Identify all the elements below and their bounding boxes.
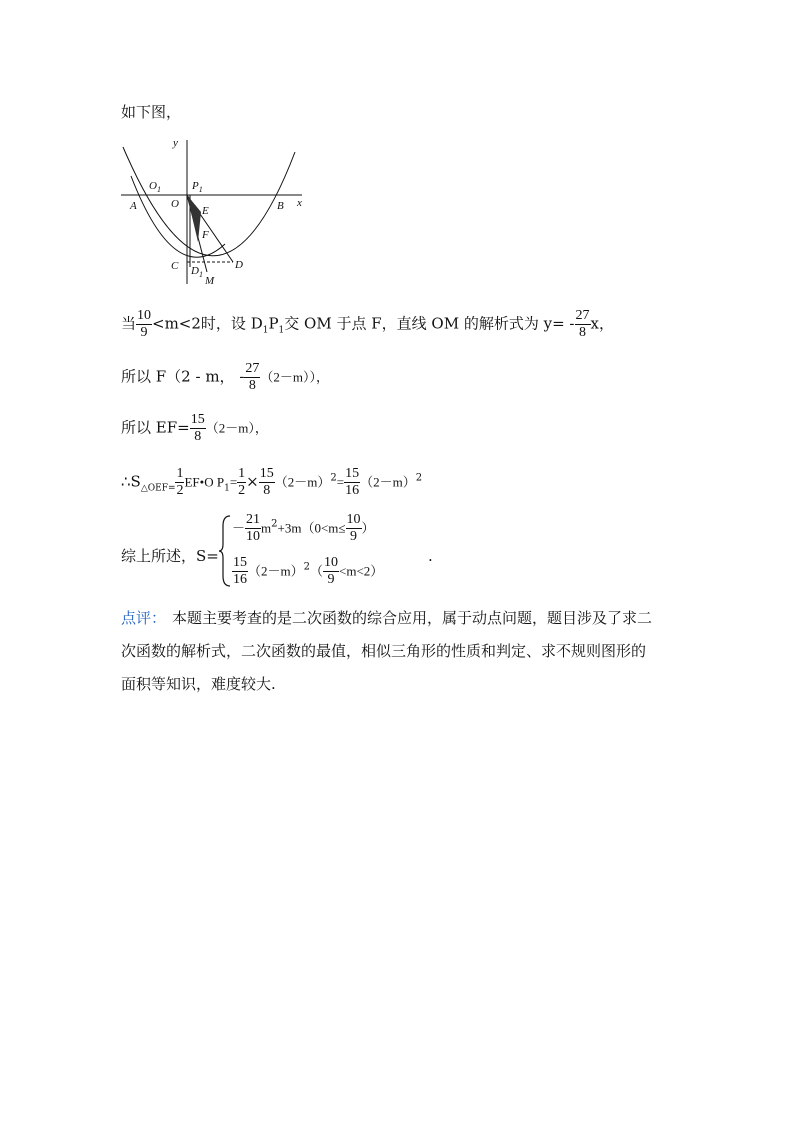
- label-a: A: [130, 200, 137, 212]
- ef-line: 所以 EF= $\frac{15}{8}$ （2－m），: [121, 412, 268, 444]
- label-c: C: [171, 260, 179, 272]
- summary-label: 综上所述，S=: [121, 547, 219, 565]
- fraction-15-8-b: $\frac{15}{8}$: [259, 466, 274, 498]
- label-y: y: [173, 137, 178, 149]
- fraction-10-9-c: $\frac{10}{9}$: [324, 555, 339, 587]
- fraction-15-16: $\frac{15}{16}$: [345, 466, 360, 498]
- label-e: E: [202, 205, 209, 217]
- review-line-3: 面积等知识，难度较大.: [121, 675, 276, 693]
- fraction-15-16-b: $\frac{15}{16}$: [233, 555, 247, 587]
- label-f: F: [202, 229, 209, 241]
- shifted-parabola-curve: [131, 176, 225, 257]
- intro-text: 如下图，: [121, 103, 182, 121]
- label-d: D: [235, 259, 243, 271]
- label-d1: $D_1$: [191, 265, 203, 279]
- line1-post: 交 OM 于点 F，直线 OM 的解析式为 y= -: [284, 314, 575, 333]
- parabola-curve: [123, 147, 295, 256]
- fraction-27-8-b: $\frac{27}{8}$: [245, 361, 260, 393]
- fraction-27-8: $\frac{27}{8}$: [575, 308, 590, 340]
- piecewise-case-1: － $\frac{21}{10}$ $m^2+3m(0<m\le$ $\frac{10}{9}$ ）: [232, 512, 375, 544]
- fraction-1-2-a: $\frac{1}{2}$: [176, 466, 184, 498]
- line1-cond: <m<2时，设 D: [152, 314, 263, 333]
- summary-period: .: [428, 547, 433, 565]
- parabola-figure: [115, 132, 310, 296]
- area-formula-line: $\therefore S_{\triangle OEF=}$ $\frac{1}{2}$ EF•O $P_1=$ $\frac{1}{2}$ × $\frac{15}{8}$ $(2-m)^2=$ $\frac{15}{16}$ $(2-m)^2$: [121, 466, 423, 498]
- shaded-triangle-oef: [187, 195, 201, 242]
- piecewise-case-2: $\frac{15}{16}$ $(2-m)^2$（ $\frac{10}{9}$ <m<2）: [233, 555, 384, 587]
- fraction-10-9: $\frac{10}{9}$: [137, 308, 152, 340]
- parabola-diagram: [115, 132, 310, 292]
- label-p1: $P_1$: [192, 180, 203, 194]
- review-line-2: 次函数的解析式，二次函数的最值，相似三角形的性质和判定、求不规则图形的: [121, 642, 647, 660]
- fraction-21-10: $\frac{21}{10}$: [246, 512, 261, 544]
- label-x: x: [297, 197, 302, 209]
- label-b: B: [277, 200, 284, 212]
- fraction-1-2-b: $\frac{1}{2}$: [238, 466, 246, 498]
- point-f-line: 所以 F（2 - m， - $\frac{27}{8}$ （2－m）），: [121, 361, 330, 393]
- line1-pre: 当: [121, 314, 137, 333]
- piecewise-brace: [218, 514, 232, 592]
- label-m: M: [205, 275, 215, 287]
- label-o1: $O_1$: [149, 180, 161, 194]
- review-line-1: 点评： 本题主要考查的是二次函数的综合应用，属于动点问题，题目涉及了求二: [121, 609, 653, 627]
- label-o: O: [171, 198, 179, 210]
- fraction-10-9-b: $\frac{10}{9}$: [346, 512, 361, 544]
- fraction-15-8: $\frac{15}{8}$: [190, 412, 205, 444]
- condition-line: 当 $\frac{10}{9}$ <m<2时，设 $D_1P_1$交 OM 于点 F，直线 OM 的解析式为 y= - $\frac{27}{8}$ x，: [121, 308, 614, 340]
- review-label: 点评：: [121, 609, 167, 627]
